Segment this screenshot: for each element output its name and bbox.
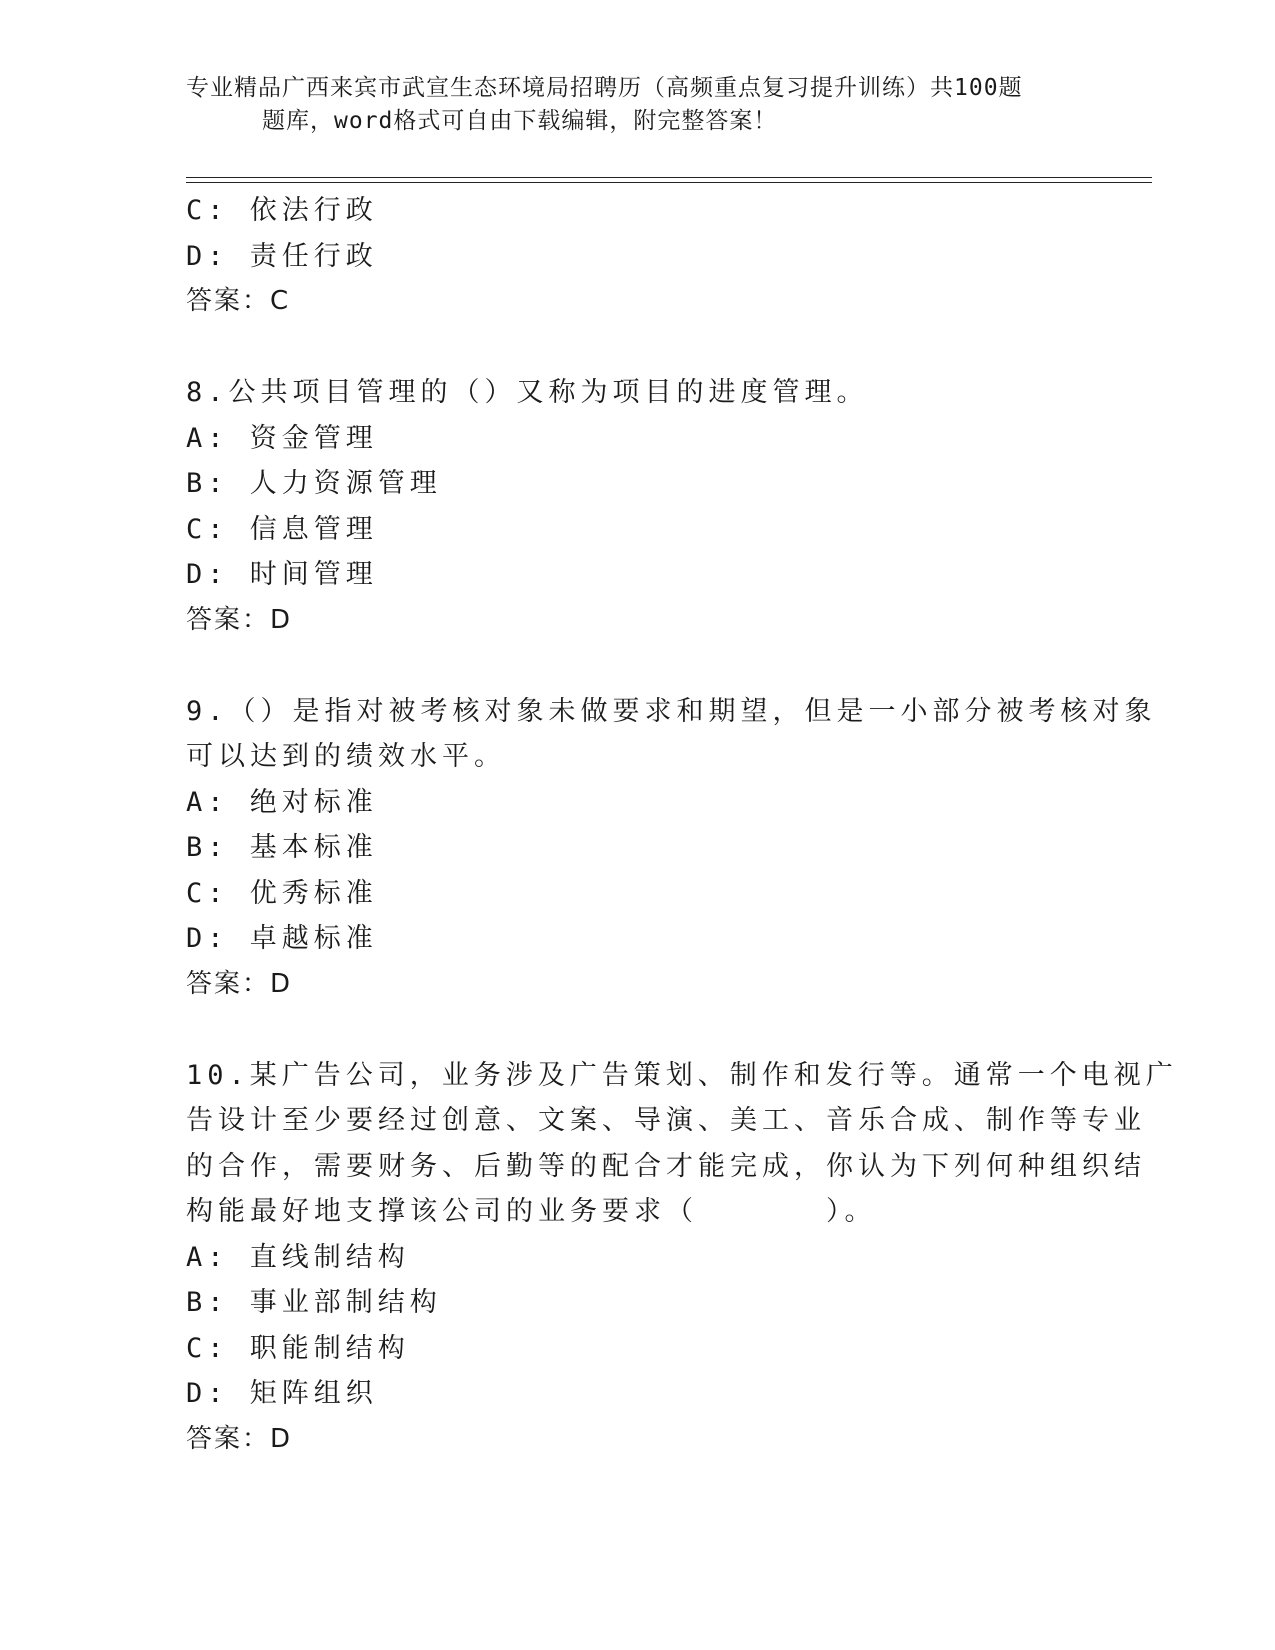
option-d: D: 责任行政: [186, 240, 378, 272]
header-title-line-2: 题库，word格式可自由下载编辑，附完整答案！: [262, 108, 778, 134]
question-text-line-3: 的合作，需要财务、后勤等的配合才能完成，你认为下列何种组织结: [186, 1150, 1146, 1182]
question-text-line-2: 告设计至少要经过创意、文案、导演、美工、音乐合成、制作等专业: [186, 1105, 1146, 1136]
question-text-line-2: 可以达到的绩效水平。: [186, 741, 506, 772]
option-d: D: 矩阵组织: [186, 1378, 378, 1409]
question-8: [186, 370, 1066, 643]
spacer: [186, 1007, 1066, 1053]
question-7: [186, 188, 1066, 325]
option-a: A: 资金管理: [186, 422, 378, 454]
option-a: A: 绝对标准: [186, 786, 378, 818]
option-b: B: 事业部制结构: [186, 1287, 442, 1318]
header-title-line-1: 专业精品广西来宾市武宣生态环境局招聘历（高频重点复习提升训练）共100题: [186, 75, 1023, 101]
document-header: [186, 72, 1066, 138]
answer: 答案：D: [186, 968, 293, 999]
question-text: 8.公共项目管理的（）又称为项目的进度管理。: [186, 377, 869, 408]
option-a: A: 直线制结构: [186, 1241, 410, 1273]
header-rule-top: [186, 177, 1152, 178]
spacer: [186, 325, 1066, 371]
option-d: D: 卓越标准: [186, 923, 378, 954]
question-text-line-4: 构能最好地支撑该公司的业务要求（ ）。: [186, 1196, 877, 1227]
question-text-line-1: 10.某广告公司，业务涉及广告策划、制作和发行等。通常一个电视广: [186, 1059, 1178, 1091]
answer: 答案：C: [186, 286, 291, 316]
option-c: C: 信息管理: [186, 513, 378, 545]
option-d: D: 时间管理: [186, 559, 378, 590]
option-b: B: 人力资源管理: [186, 468, 442, 499]
header-rule-bottom: [186, 182, 1152, 183]
answer: 答案：D: [186, 1423, 293, 1454]
option-c: C: 优秀标准: [186, 877, 378, 909]
option-c: C: 职能制结构: [186, 1332, 410, 1364]
question-list: [186, 188, 1178, 1462]
question-9: [186, 689, 1157, 1008]
answer: 答案：D: [186, 604, 293, 635]
spacer: [186, 643, 1066, 689]
option-b: B: 基本标准: [186, 832, 378, 863]
question-text-line-1: 9.（）是指对被考核对象未做要求和期望，但是一小部分被考核对象: [186, 695, 1157, 727]
option-c: C: 依法行政: [186, 195, 378, 226]
question-10: [186, 1053, 1178, 1463]
